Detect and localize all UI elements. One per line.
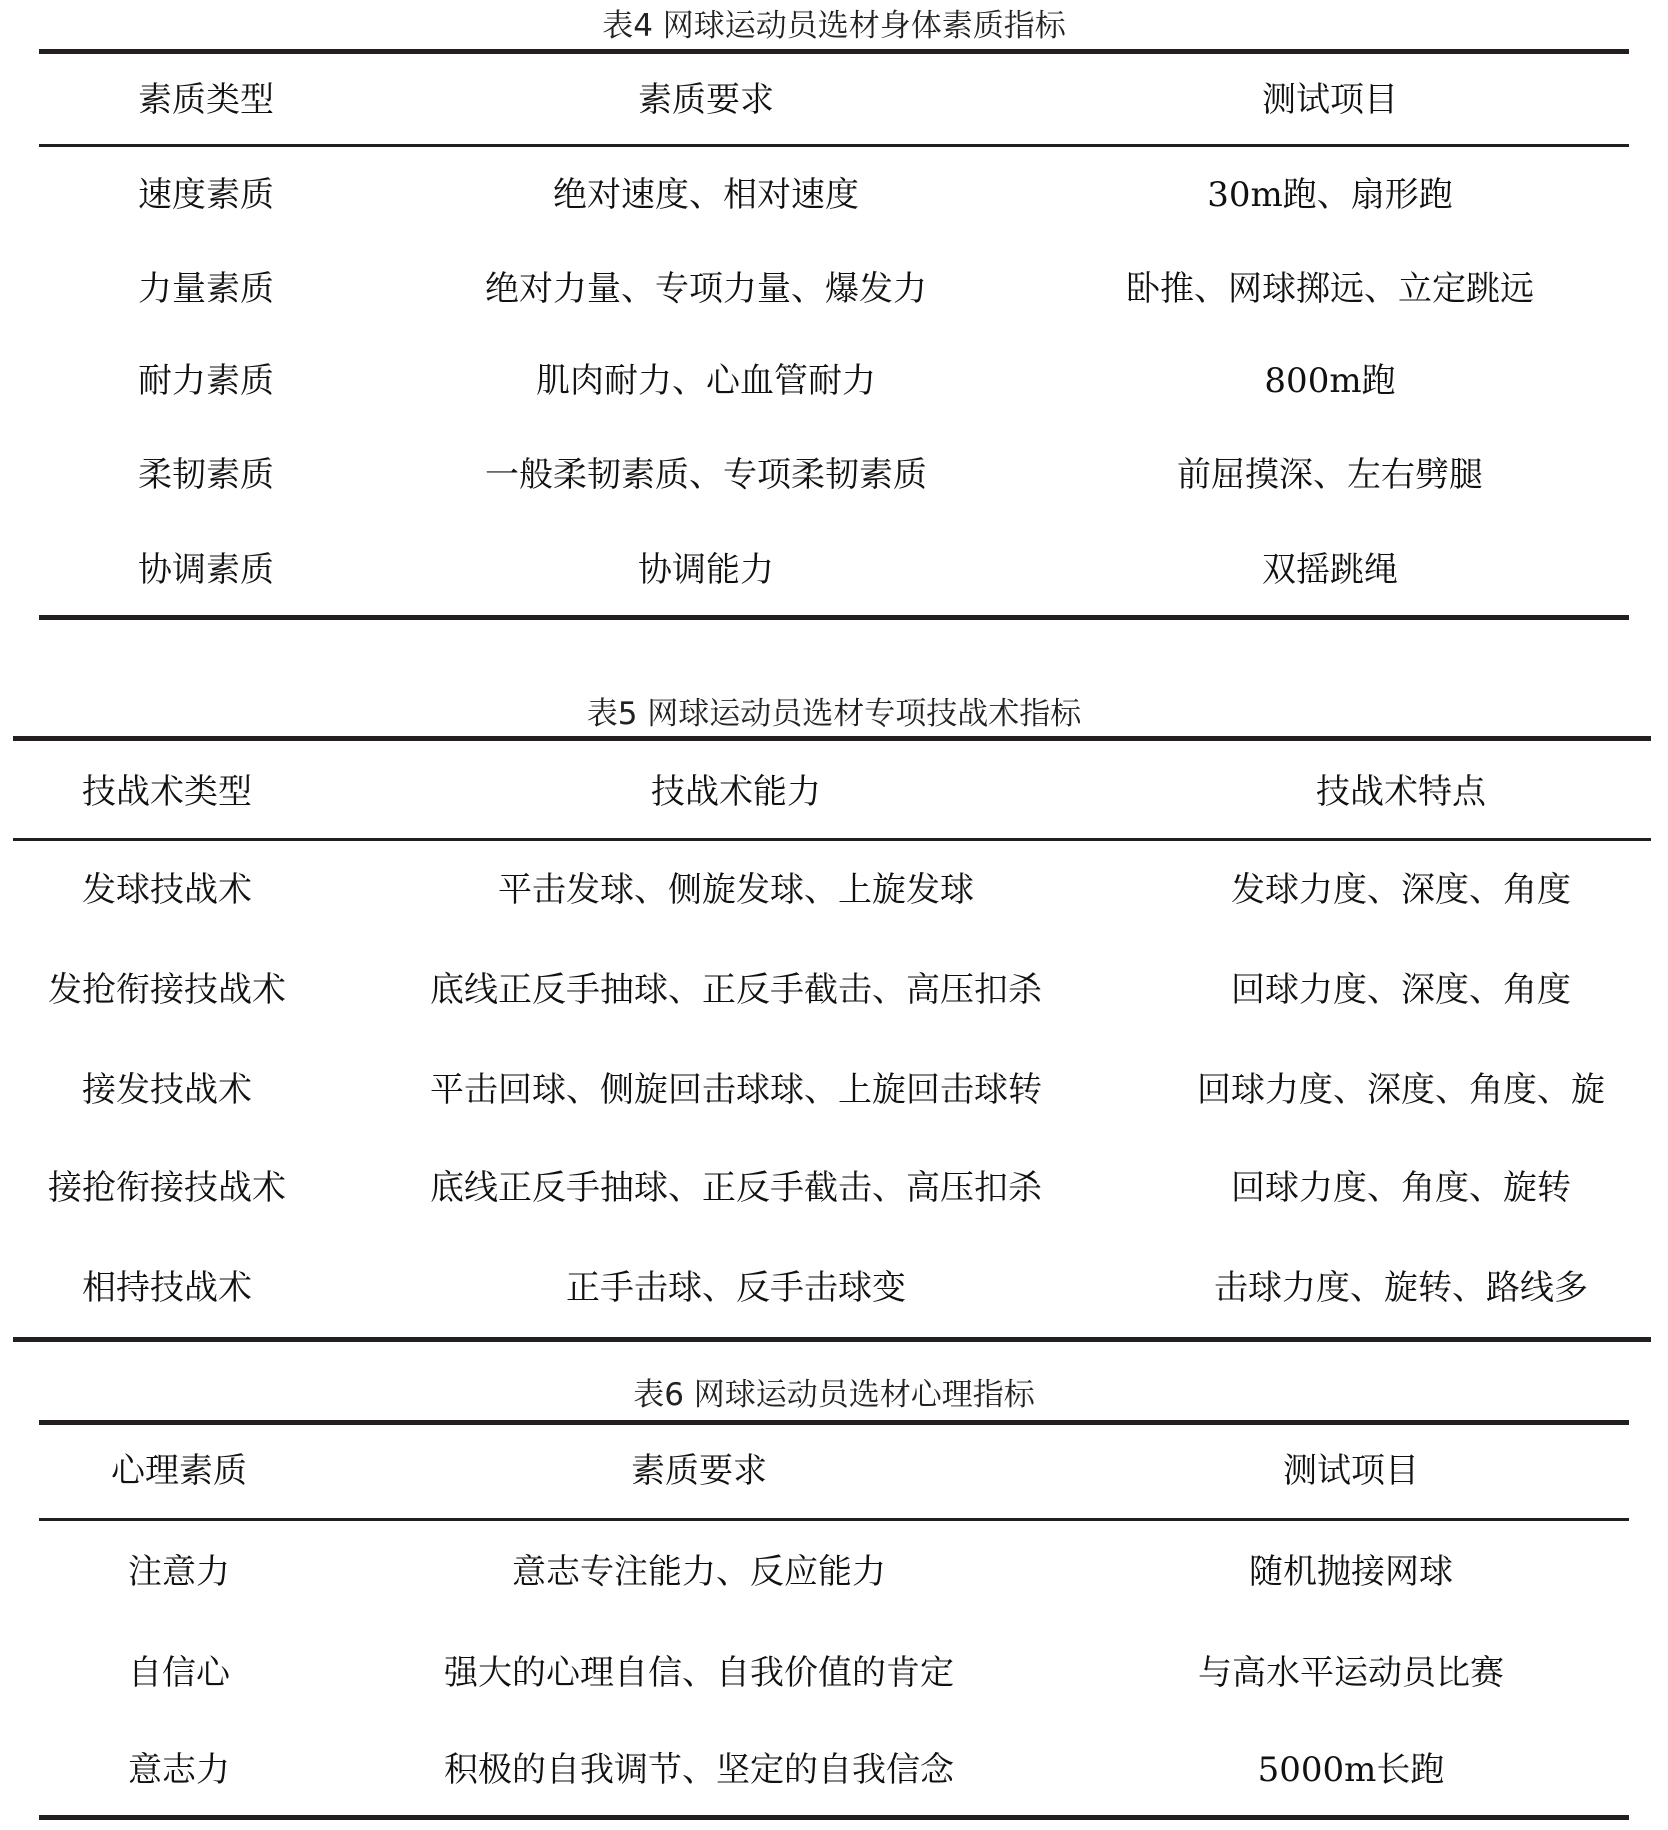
table-cell: 5000m长跑 [1257,1750,1445,1790]
table-cell: 强大的心理自信、自我价值的肯定 [444,1653,954,1693]
header-cell: 测试项目 [1283,1451,1419,1491]
table-cell: 协调能力 [638,550,774,590]
table-cell: 绝对速度、相对速度 [553,175,859,215]
table-header-rule [39,144,1629,147]
table-cell: 卧推、网球掷远、立定跳远 [1126,269,1534,309]
table-top-rule [39,1420,1629,1425]
table-cell: 与高水平运动员比赛 [1198,1653,1504,1693]
table-header-rule [39,1518,1629,1521]
table-cell: 接发技战术 [82,1070,252,1110]
header-cell: 技战术特点 [1316,772,1486,812]
header-cell: 技战术能力 [651,772,821,812]
table-cell: 随机抛接网球 [1249,1552,1453,1592]
table-cell: 协调素质 [138,550,274,590]
table-cell: 回球力度、深度、角度 [1231,970,1571,1010]
header-cell: 测试项目 [1262,80,1398,120]
table-cell: 800m跑 [1264,361,1396,401]
table-cell: 相持技战术 [82,1268,252,1308]
table-bottom-rule [39,1815,1629,1820]
table-cell: 力量素质 [138,269,274,309]
table-title: 表4 网球运动员选材身体素质指标 [602,8,1066,44]
header-cell: 素质要求 [638,80,774,120]
table-header-rule [13,838,1651,841]
header-cell: 心理素质 [111,1451,247,1491]
table-cell: 肌肉耐力、心血管耐力 [536,361,876,401]
table-cell: 回球力度、深度、角度、旋 [1197,1070,1605,1110]
table-cell: 前屈摸深、左右劈腿 [1177,455,1483,495]
table-cell: 30m跑、扇形跑 [1207,175,1453,215]
table-cell: 速度素质 [138,175,274,215]
table-top-rule [13,736,1651,741]
table-cell: 一般柔韧素质、专项柔韧素质 [485,455,927,495]
table-cell: 意志力 [128,1750,230,1790]
table-cell: 积极的自我调节、坚定的自我信念 [444,1750,954,1790]
table-cell: 平击发球、侧旋发球、上旋发球 [498,870,974,910]
table-cell: 发抢衔接技战术 [48,970,286,1010]
table-cell: 正手击球、反手击球变 [566,1268,906,1308]
header-cell: 素质类型 [138,80,274,120]
table-cell: 击球力度、旋转、路线多 [1214,1268,1588,1308]
table-cell: 耐力素质 [138,361,274,401]
table-cell: 平击回球、侧旋回击球球、上旋回击球转 [430,1070,1042,1110]
table-title: 表5 网球运动员选材专项技战术指标 [586,696,1082,732]
table-top-rule [39,49,1629,54]
table-cell: 意志专注能力、反应能力 [512,1552,886,1592]
table-cell: 回球力度、角度、旋转 [1231,1168,1571,1208]
table-cell: 底线正反手抽球、正反手截击、高压扣杀 [430,970,1042,1010]
table-cell: 绝对力量、专项力量、爆发力 [485,269,927,309]
table-cell: 注意力 [128,1552,230,1592]
table-cell: 双摇跳绳 [1262,550,1398,590]
table-cell: 自信心 [128,1653,230,1693]
table-title: 表6 网球运动员选材心理指标 [633,1377,1035,1413]
table-bottom-rule [13,1337,1651,1342]
header-cell: 素质要求 [631,1451,767,1491]
table-bottom-rule [39,615,1629,620]
table-cell: 发球力度、深度、角度 [1231,870,1571,910]
table-cell: 发球技战术 [82,870,252,910]
table-cell: 柔韧素质 [138,455,274,495]
table-cell: 接抢衔接技战术 [48,1168,286,1208]
header-cell: 技战术类型 [82,772,252,812]
table-cell: 底线正反手抽球、正反手截击、高压扣杀 [430,1168,1042,1208]
